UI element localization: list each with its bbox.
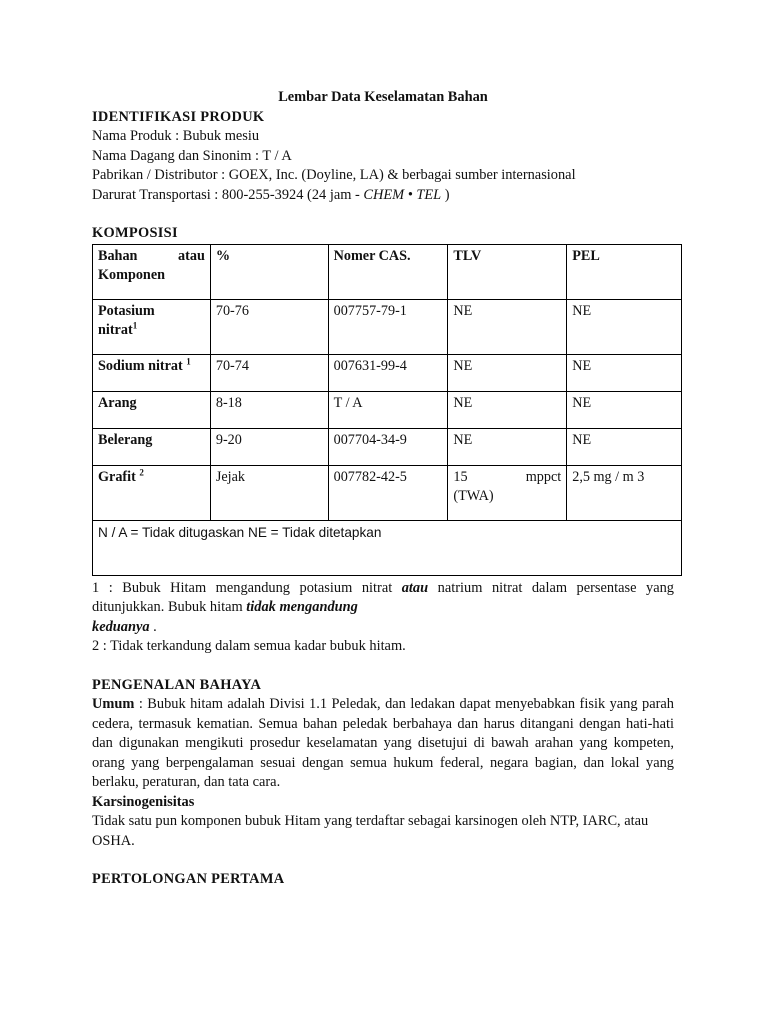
footnote-sup: 1 — [186, 355, 191, 366]
nama-dagang: Nama Dagang dan Sinonim : T / A — [92, 147, 292, 164]
name-line-a: Potasium — [98, 302, 155, 319]
cell-pel: NE — [567, 391, 682, 428]
document-title: Lembar Data Keselamatan Bahan — [278, 89, 488, 105]
cell-tlv: NE — [448, 428, 567, 465]
cell-pct: 70-74 — [210, 354, 328, 391]
cell-cas: 007782-42-5 — [328, 465, 448, 520]
table-footer-row — [93, 520, 682, 575]
chem-tel: CHEM • TEL — [363, 186, 442, 203]
table-row — [93, 465, 682, 520]
note-1-line-3 — [92, 618, 674, 638]
table-header-row — [93, 244, 682, 299]
header-bahan-c: Komponen — [98, 267, 166, 283]
table-footer-legend: N / A = Tidak ditugaskan NE = Tidak ditetapkan — [93, 520, 682, 575]
note-1-text-b: natrium nitrat dalam persentase yang — [428, 579, 674, 596]
cell-cas: 007757-79-1 — [328, 299, 448, 354]
note-1-line-1 — [92, 579, 674, 599]
umum-text: : Bubuk hitam adalah Divisi 1.1 Peledak, dan ledakan dapat menyebabkan fisik yang parah cedera, termasuk kematian. Semua bahan peledak berbahaya dan harus ditangani dengan hati-hati dan digunakan mengikuti prosedur keselamatan yang disetujui di bawah arahan yang kompeten, orang yang berpengalaman sesuai dengan semua hukum federal, negara bagian, dan lokal yang berlaku, peraturan, dan tata cara. — [92, 696, 674, 790]
karsinogenisitas-text: Tidak satu pun komponen bubuk Hitam yang terdaftar sebagai karsinogen oleh NTP, IARC, atau — [92, 813, 649, 829]
name-text: Sodium nitrat — [98, 357, 187, 374]
cell-pel: 2,5 mg / m 3 — [567, 465, 682, 520]
note-2: 2 : Tidak terkandung dalam semua kadar bubuk hitam. — [92, 638, 406, 654]
header-bahan-b: atau — [178, 247, 205, 264]
note-1-text-c: ditunjukkan. Bubuk hitam — [92, 599, 247, 615]
pabrikan: Pabrikan / Distributor : GOEX, Inc. (Doyline, LA) & berbagai sumber internasional — [92, 167, 576, 183]
table-row — [93, 391, 682, 428]
darurat-transportasi — [92, 186, 674, 206]
tlv-value: 15 — [453, 468, 468, 485]
header-tlv: TLV — [448, 244, 567, 299]
tlv-twa: (TWA) — [453, 488, 494, 504]
header-cas: Nomer CAS. — [328, 244, 448, 299]
karsinogenisitas-osha: OSHA. — [92, 832, 135, 849]
name-text: Grafit — [98, 468, 140, 485]
name-line-b: nitrat — [98, 322, 133, 338]
cell-name — [93, 354, 211, 391]
header-pel: PEL — [567, 244, 682, 299]
bahaya-umum — [92, 695, 674, 793]
umum-label: Umum — [92, 696, 135, 712]
cell-pel: NE — [567, 428, 682, 465]
section-heading-komposisi: KOMPOSISI — [92, 225, 178, 241]
cell-name: Arang — [93, 391, 211, 428]
cell-name — [93, 299, 211, 354]
section-heading-identifikasi: IDENTIFIKASI PRODUK — [92, 108, 265, 125]
karsinogenisitas-label: Karsinogenisitas — [92, 793, 195, 810]
header-pct: % — [210, 244, 328, 299]
tlv-unit: mppct — [525, 468, 562, 485]
table-row — [93, 354, 682, 391]
cell-tlv: NE — [448, 299, 567, 354]
cell-pel: NE — [567, 354, 682, 391]
note-1-text-a: 1 : Bubuk Hitam mengandung potasium nitrat — [92, 579, 402, 596]
note-1-line-2 — [92, 598, 674, 618]
footnote-sup: 2 — [139, 466, 144, 477]
header-bahan — [93, 244, 211, 299]
nama-produk: Nama Produk : Bubuk mesiu — [92, 128, 260, 144]
komposisi-table — [92, 244, 682, 576]
cell-tlv: NE — [448, 391, 567, 428]
cell-pct: 8-18 — [210, 391, 328, 428]
cell-cas: T / A — [328, 391, 448, 428]
note-1-dot: . — [149, 618, 157, 635]
header-bahan-a: Bahan — [98, 247, 138, 264]
cell-pel: NE — [567, 299, 682, 354]
document-content — [92, 88, 674, 890]
section-heading-pertolongan: PERTOLONGAN PERTAMA — [92, 871, 285, 887]
table-row — [93, 428, 682, 465]
table-row — [93, 299, 682, 354]
cell-pct: 70-76 — [210, 299, 328, 354]
cell-name: Belerang — [93, 428, 211, 465]
section-heading-bahaya: PENGENALAN BAHAYA — [92, 676, 262, 693]
cell-tlv: NE — [448, 354, 567, 391]
cell-pct: Jejak — [210, 465, 328, 520]
cell-tlv — [448, 465, 567, 520]
footnote-sup: 1 — [132, 320, 138, 331]
note-1-tidak: tidak mengandung — [246, 599, 358, 615]
note-1-atau: atau — [401, 579, 429, 596]
cell-pct: 9-20 — [210, 428, 328, 465]
cell-cas: 007631-99-4 — [328, 354, 448, 391]
note-1-keduanya: keduanya — [92, 618, 150, 635]
cell-name — [93, 465, 211, 520]
cell-cas: 007704-34-9 — [328, 428, 448, 465]
darurat-suffix: ) — [441, 186, 450, 203]
darurat-prefix: Darurat Transportasi : 800-255-3924 (24 jam - — [92, 186, 364, 203]
